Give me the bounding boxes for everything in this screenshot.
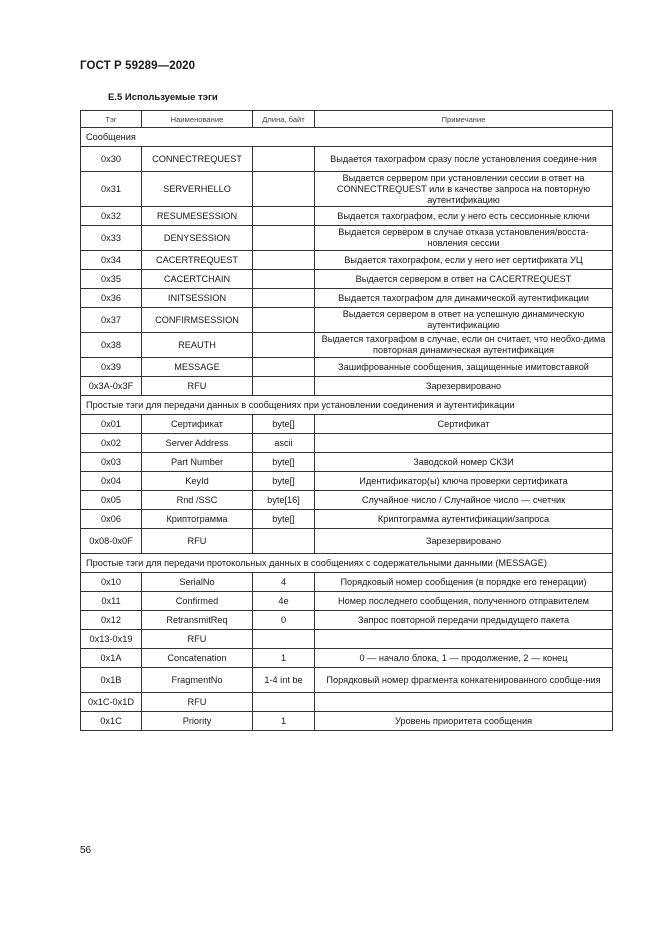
tag-cell: 0x03 <box>81 453 142 472</box>
length-cell: byte[16] <box>253 491 315 510</box>
length-cell <box>253 358 315 377</box>
length-cell: 4 <box>253 573 315 592</box>
name-cell: KeyId <box>142 472 253 491</box>
section-header-row <box>81 396 613 415</box>
name-cell: CACERTCHAIN <box>142 270 253 289</box>
name-cell: SerialNo <box>142 573 253 592</box>
length-cell: byte[] <box>253 510 315 529</box>
table-row <box>81 415 613 434</box>
length-cell <box>253 333 315 358</box>
length-cell: 1 <box>253 649 315 668</box>
length-cell <box>253 270 315 289</box>
length-cell <box>253 529 315 554</box>
name-cell: RFU <box>142 529 253 554</box>
name-cell: SERVERHELLO <box>142 172 253 207</box>
tag-cell: 0x1C-0x1D <box>81 693 142 712</box>
document-title: ГОСТ Р 59289—2020 <box>80 60 196 72</box>
page-number: 56 <box>80 845 92 856</box>
length-cell: ascii <box>253 434 315 453</box>
name-cell: Сертификат <box>142 415 253 434</box>
table-row <box>81 693 613 712</box>
tags-table <box>80 110 613 731</box>
table-header-row <box>81 111 613 128</box>
table-row <box>81 611 613 630</box>
length-cell <box>253 630 315 649</box>
tag-cell: 0x1A <box>81 649 142 668</box>
section-title-cell: Сообщения <box>81 128 613 147</box>
note-cell: Выдается тахографом в случае, если он считает, что необхо-дима повторная динамическая аутентификация <box>315 333 613 358</box>
table-row <box>81 333 613 358</box>
name-cell: Concatenation <box>142 649 253 668</box>
note-cell: Уровень приоритета сообщения <box>315 712 613 731</box>
note-cell: Заводской номер СКЗИ <box>315 453 613 472</box>
name-cell: DENYSESSION <box>142 226 253 251</box>
length-cell: byte[] <box>253 415 315 434</box>
name-cell: RFU <box>142 693 253 712</box>
table-row <box>81 712 613 731</box>
table-row <box>81 434 613 453</box>
name-cell: Криптограмма <box>142 510 253 529</box>
tag-cell: 0x35 <box>81 270 142 289</box>
table-row <box>81 207 613 226</box>
tag-cell: 0x13-0x19 <box>81 630 142 649</box>
tag-cell: 0x04 <box>81 472 142 491</box>
tag-cell: 0x1B <box>81 668 142 693</box>
name-cell: Rnd /SSC <box>142 491 253 510</box>
table-row <box>81 573 613 592</box>
tag-cell: 0x06 <box>81 510 142 529</box>
note-cell: 0 — начало блока, 1 — продолжение, 2 — конец <box>315 649 613 668</box>
name-cell: RetransmitReq <box>142 611 253 630</box>
name-cell: CONNECTREQUEST <box>142 147 253 172</box>
tag-cell: 0x37 <box>81 308 142 333</box>
section-header-row <box>81 128 613 147</box>
tag-cell: 0x11 <box>81 592 142 611</box>
tag-cell: 0x30 <box>81 147 142 172</box>
note-cell: Выдается тахографом для динамической аутентификации <box>315 289 613 308</box>
note-cell: Выдается сервером в случае отказа установления/восста-новления сессии <box>315 226 613 251</box>
table-row <box>81 226 613 251</box>
table-row <box>81 308 613 333</box>
note-cell <box>315 434 613 453</box>
length-cell: 1 <box>253 712 315 731</box>
note-cell: Выдается сервером в ответ на CACERTREQUEST <box>315 270 613 289</box>
table-row <box>81 251 613 270</box>
table-row <box>81 289 613 308</box>
section-title-cell: Простые тэги для передачи данных в сообщениях при установлении соединения и аутентификации <box>81 396 613 415</box>
name-cell: Priority <box>142 712 253 731</box>
table-row <box>81 172 613 207</box>
tag-cell: 0x12 <box>81 611 142 630</box>
note-cell: Сертификат <box>315 415 613 434</box>
tag-cell: 0x3A-0x3F <box>81 377 142 396</box>
table-row <box>81 453 613 472</box>
column-header-length: Длина, байт <box>253 111 315 128</box>
note-cell: Выдается тахографом сразу после установления соедине-ния <box>315 147 613 172</box>
note-cell: Запрос повторной передачи предыдущего пакета <box>315 611 613 630</box>
note-cell: Порядковый номер фрагмента конкатенированного сообще-ния <box>315 668 613 693</box>
length-cell <box>253 251 315 270</box>
length-cell: byte[] <box>253 453 315 472</box>
tag-cell: 0x39 <box>81 358 142 377</box>
name-cell: CONFIRMSESSION <box>142 308 253 333</box>
tag-cell: 0x33 <box>81 226 142 251</box>
length-cell: byte[] <box>253 472 315 491</box>
table-row <box>81 529 613 554</box>
note-cell: Зашифрованные сообщения, защищенные имитовставкой <box>315 358 613 377</box>
length-cell <box>253 172 315 207</box>
length-cell <box>253 147 315 172</box>
tag-cell: 0x01 <box>81 415 142 434</box>
length-cell <box>253 207 315 226</box>
length-cell <box>253 693 315 712</box>
note-cell: Порядковый номер сообщения (в порядке его генерации) <box>315 573 613 592</box>
tag-cell: 0x31 <box>81 172 142 207</box>
note-cell: Выдается сервером при установлении сессии в ответ на CONNECTREQUEST или в качестве запроса на повторную аутентификацию <box>315 172 613 207</box>
note-cell: Выдается сервером в ответ на успешную динамическую аутентификацию <box>315 308 613 333</box>
tag-cell: 0x05 <box>81 491 142 510</box>
table-row <box>81 270 613 289</box>
note-cell: Идентификатор(ы) ключа проверки сертификата <box>315 472 613 491</box>
table-row <box>81 630 613 649</box>
section-title: Е.5 Используемые тэги <box>108 92 218 103</box>
column-header-name: Наименование <box>142 111 253 128</box>
table-row <box>81 147 613 172</box>
tag-cell: 0x08-0x0F <box>81 529 142 554</box>
table-row <box>81 358 613 377</box>
table-row <box>81 649 613 668</box>
table-row <box>81 491 613 510</box>
length-cell: 1-4 int be <box>253 668 315 693</box>
section-header-row <box>81 554 613 573</box>
note-cell: Зарезервировано <box>315 529 613 554</box>
note-cell: Зарезервировано <box>315 377 613 396</box>
note-cell: Выдается тахографом, если у него нет сертификата УЦ <box>315 251 613 270</box>
length-cell: 4e <box>253 592 315 611</box>
note-cell: Номер последнего сообщения, полученного отправителем <box>315 592 613 611</box>
name-cell: REAUTH <box>142 333 253 358</box>
tag-cell: 0x38 <box>81 333 142 358</box>
name-cell: CACERTREQUEST <box>142 251 253 270</box>
table-row <box>81 668 613 693</box>
column-header-note: Примечание <box>315 111 613 128</box>
name-cell: RESUMESESSION <box>142 207 253 226</box>
length-cell <box>253 226 315 251</box>
tag-cell: 0x10 <box>81 573 142 592</box>
length-cell <box>253 377 315 396</box>
note-cell <box>315 693 613 712</box>
name-cell: Confirmed <box>142 592 253 611</box>
name-cell: MESSAGE <box>142 358 253 377</box>
note-cell: Случайное число / Случайное число — счетчик <box>315 491 613 510</box>
tag-cell: 0x34 <box>81 251 142 270</box>
length-cell <box>253 289 315 308</box>
name-cell: RFU <box>142 377 253 396</box>
name-cell: RFU <box>142 630 253 649</box>
note-cell: Выдается тахографом, если у него есть сессионные ключи <box>315 207 613 226</box>
length-cell <box>253 308 315 333</box>
name-cell: FragmentNo <box>142 668 253 693</box>
tag-cell: 0x36 <box>81 289 142 308</box>
table-row <box>81 472 613 491</box>
table-row <box>81 592 613 611</box>
column-header-tag: Тэг <box>81 111 142 128</box>
length-cell: 0 <box>253 611 315 630</box>
tag-cell: 0x02 <box>81 434 142 453</box>
table-row <box>81 510 613 529</box>
name-cell: Server Address <box>142 434 253 453</box>
tag-cell: 0x1C <box>81 712 142 731</box>
name-cell: Part Number <box>142 453 253 472</box>
name-cell: INITSESSION <box>142 289 253 308</box>
table-row <box>81 377 613 396</box>
note-cell <box>315 630 613 649</box>
section-title-cell: Простые тэги для передачи протокольных данных в сообщениях с содержательными данными (MESSAGE) <box>81 554 613 573</box>
note-cell: Криптограмма аутентификации/запроса <box>315 510 613 529</box>
tag-cell: 0x32 <box>81 207 142 226</box>
